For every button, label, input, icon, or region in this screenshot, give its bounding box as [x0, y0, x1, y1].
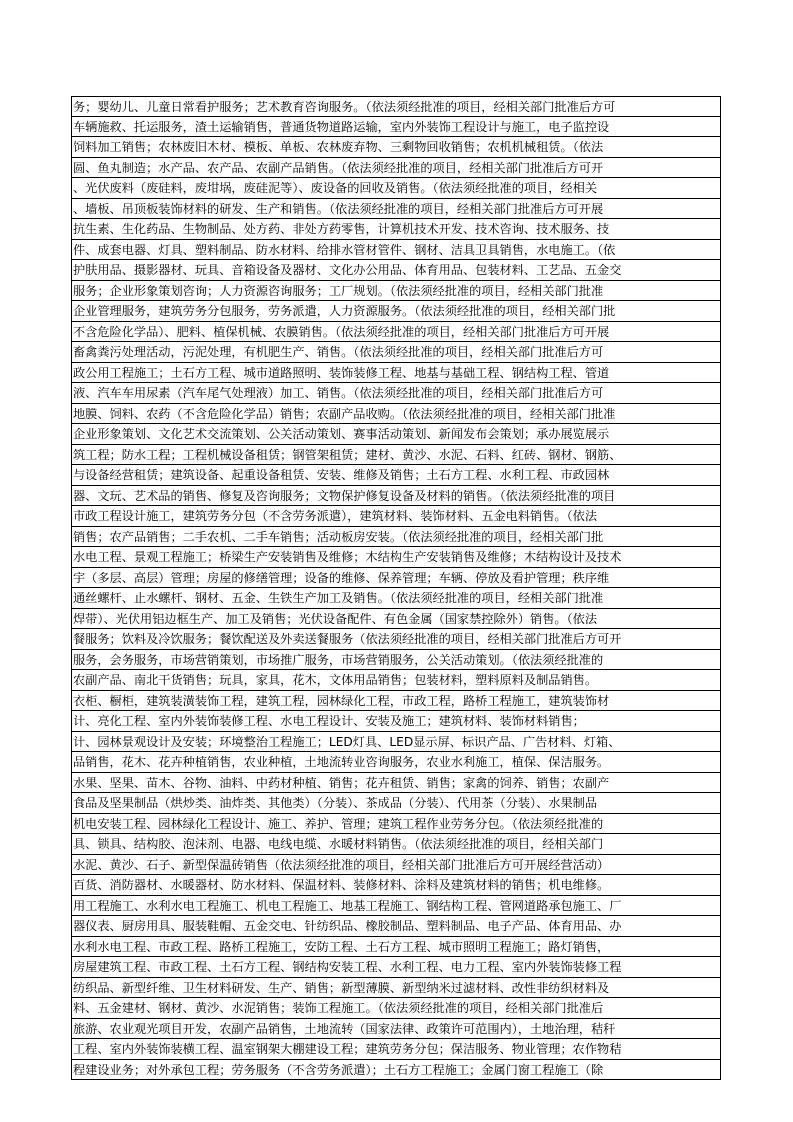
table-row: 饲料加工销售；农林废旧木材、模板、单板、农林废弃物、三剩物回收销售；农机机械租赁。（依法	[71, 137, 721, 158]
table-row: 水果、坚果、苗木、谷物、油料、中药材种植、销售；花卉租赁、销售；家禽的饲养、销售；农副产	[71, 773, 721, 794]
table-row: 食品及坚果制品（烘炒类、油炸类、其他类）（分装）、茶成品（分装）、代用茶（分装）、水果制品	[71, 793, 721, 814]
table-row: 旅游、农业观光项目开发，农副产品销售，土地流转（国家法律、政策许可范围内），土地治理，秸秆	[71, 1019, 721, 1040]
table-row: 程建设业务；对外承包工程；劳务服务（不含劳务派遣）；土石方工程施工；金属门窗工程施工（除	[71, 1060, 721, 1081]
table-row: 政公用工程施工；土石方工程、城市道路照明、装饰装修工程、地基与基础工程、钢结构工程、管道	[71, 363, 721, 384]
table-row: 计、园林景观设计及安装；环境整治工程施工；LED灯具、LED显示屏、标识产品、广告材料、灯箱、	[71, 732, 721, 753]
table-row: 服务，会务服务，市场营销策划，市场推广服务，市场营销服务，公关活动策划。（依法须经批准的	[71, 650, 721, 671]
table-row: 、墙板、吊顶板装饰材料的研发、生产和销售。（依法须经批准的项目，经相关部门批准后方可开展	[71, 199, 721, 220]
table-row: 工程、室内外装饰装横工程、温室钢架大棚建设工程；建筑劳务分包；保洁服务、物业管理；农作物秸	[71, 1039, 721, 1060]
table-row: 水利水电工程、市政工程、路桥工程施工，安防工程、土石方工程、城市照明工程施工；路灯销售，	[71, 937, 721, 958]
table-row: 百货、消防器材、水暖器材、防水材料、保温材料、装修材料、涂料及建筑材料的销售；机电维修。	[71, 875, 721, 896]
table-row: 水泥、黄沙、石子、新型保温砖销售（依法须经批准的项目，经相关部门批准后方可开展经营活动）	[71, 855, 721, 876]
table-row: 计、亮化工程、室内外装饰装修工程、水电工程设计、安装及施工；建筑材料、装饰材料销售；	[71, 711, 721, 732]
table-row: 务；婴幼儿、儿童日常看护服务；艺术教育咨询服务。（依法须经批准的项目，经相关部门批准后方可	[71, 96, 721, 117]
table-row: 焊带）、光伏用铝边框生产、加工及销售；光伏设备配件、有色金属（国家禁控除外）销售。（依法	[71, 609, 721, 630]
table-row: 料、五金建材、钢材、黄沙、水泥销售；装饰工程施工。（依法须经批准的项目，经相关部门批准后	[71, 998, 721, 1019]
table-row: 纺织品、新型纤维、卫生材料研发、生产、销售；新型薄膜、新型纳米过滤材料、改性非纺织材料及	[71, 978, 721, 999]
table-row: 企业形象策划、文化艺术交流策划、公关活动策划、赛事活动策划、新闻发布会策划；承办展览展示	[71, 424, 721, 445]
table-row: 护肤用品、摄影器材、玩具、音箱设备及器材、文化办公用品、体育用品、包装材料、工艺品、五金交	[71, 260, 721, 281]
table-row: 与设备经营租赁；建筑设备、起重设备租赁、安装、维修及销售；土石方工程、水利工程、市政园林	[71, 465, 721, 486]
table-row: 液、汽车车用尿素（汽车尾气处理液）加工、销售。（依法须经批准的项目，经相关部门批准后方可	[71, 383, 721, 404]
table-row: 圆、鱼丸制造；水产品、农产品、农副产品销售。（依法须经批准的项目，经相关部门批准后方可开	[71, 158, 721, 179]
table-row: 不含危险化学品）、肥料、植保机械、农膜销售。（依法须经批准的项目，经相关部门批准后方可开展	[71, 322, 721, 343]
table-row: 服务；企业形象策划咨询；人力资源咨询服务；工厂规划。（依法须经批准的项目，经相关部门批准	[71, 281, 721, 302]
table-row: 农副产品、南北干货销售；玩具，家具，花木，文体用品销售；包装材料，塑料原料及制品销售。	[71, 670, 721, 691]
table-row: 销售；农产品销售；二手农机、二手车销售；活动板房安装。（依法须经批准的项目，经相关部门批	[71, 527, 721, 548]
table-row: 机电安装工程、园林绿化工程设计、施工、养护、管理；建筑工程作业劳务分包。（依法须经批准的	[71, 814, 721, 835]
table-row: 宇（多层、高层）管理；房屋的修缮管理；设备的维修、保养管理；车辆、停放及看护管理；秩序维	[71, 568, 721, 589]
table-row: 畜禽粪污处理活动，污泥处理，有机肥生产、销售。（依法须经批准的项目，经相关部门批准后方可	[71, 342, 721, 363]
table-row: 车辆施救、托运服务，渣土运输销售，普通货物道路运输，室内外装饰工程设计与施工，电子监控设	[71, 117, 721, 138]
table-row: 房屋建筑工程、市政工程、土石方工程、钢结构安装工程、水利工程、电力工程、室内外装饰装修工程	[71, 957, 721, 978]
table-row: 筑工程；防水工程；工程机械设备租赁；钢管架租赁；建材、黄沙、水泥、石料、红砖、钢材、钢筋、	[71, 445, 721, 466]
table-row: 市政工程设计施工，建筑劳务分包（不含劳务派遣），建筑材料、装饰材料、五金电料销售。（依法	[71, 506, 721, 527]
text-table	[71, 96, 721, 1080]
table-row: 抗生素、生化药品、生物制品、处方药、非处方药零售，计算机技术开发、技术咨询、技术服务、技	[71, 219, 721, 240]
table-row: 水电工程、景观工程施工；桥梁生产安装销售及维修；木结构生产安装销售及维修；木结构设计及技术	[71, 547, 721, 568]
table-row: 衣柜、橱柜，建筑装潢装饰工程，建筑工程，园林绿化工程，市政工程，路桥工程施工，建筑装饰材	[71, 691, 721, 712]
table-row: 器、文玩、艺术品的销售、修复及咨询服务；文物保护修复设备及材料的销售。（依法须经批准的项目	[71, 486, 721, 507]
table-row: 器仪表、厨房用具、服装鞋帽、五金交电、针纺织品、橡胶制品、塑料制品、电子产品、体育用品、办	[71, 916, 721, 937]
table-row: 餐服务；饮料及冷饮服务；餐饮配送及外卖送餐服务（依法须经批准的项目，经相关部门批准后方可开	[71, 629, 721, 650]
table-row: 品销售，花木、花卉种植销售，农业种植，土地流转业咨询服务，农业水利施工，植保、保洁服务。	[71, 752, 721, 773]
table-row: 具、锁具、结构胶、泡沫剂、电器、电线电缆、水暖材料销售。（依法须经批准的项目，经相关部门	[71, 834, 721, 855]
table-row: 件、成套电器、灯具、塑料制品、防水材料、给排水管材管件、钢材、洁具卫具销售，水电施工。（依	[71, 240, 721, 261]
table-row: 地膜、饲料、农药（不含危险化学品）销售；农副产品收购。（依法须经批准的项目，经相关部门批准	[71, 404, 721, 425]
table-row: 通丝螺杆、止水螺杆、钢材、五金、生铁生产加工及销售。（依法须经批准的项目，经相关部门批准	[71, 588, 721, 609]
table-row: 用工程施工、水利水电工程施工、机电工程施工、地基工程施工、钢结构工程、管网道路承包施工、厂	[71, 896, 721, 917]
table-row: 、光伏废料（废硅料，废坩埚，废硅泥等）、废设备的回收及销售。（依法须经批准的项目，经相关	[71, 178, 721, 199]
table-row: 企业管理服务，建筑劳务分包服务，劳务派遣，人力资源服务。（依法须经批准的项目，经相关部门批	[71, 301, 721, 322]
